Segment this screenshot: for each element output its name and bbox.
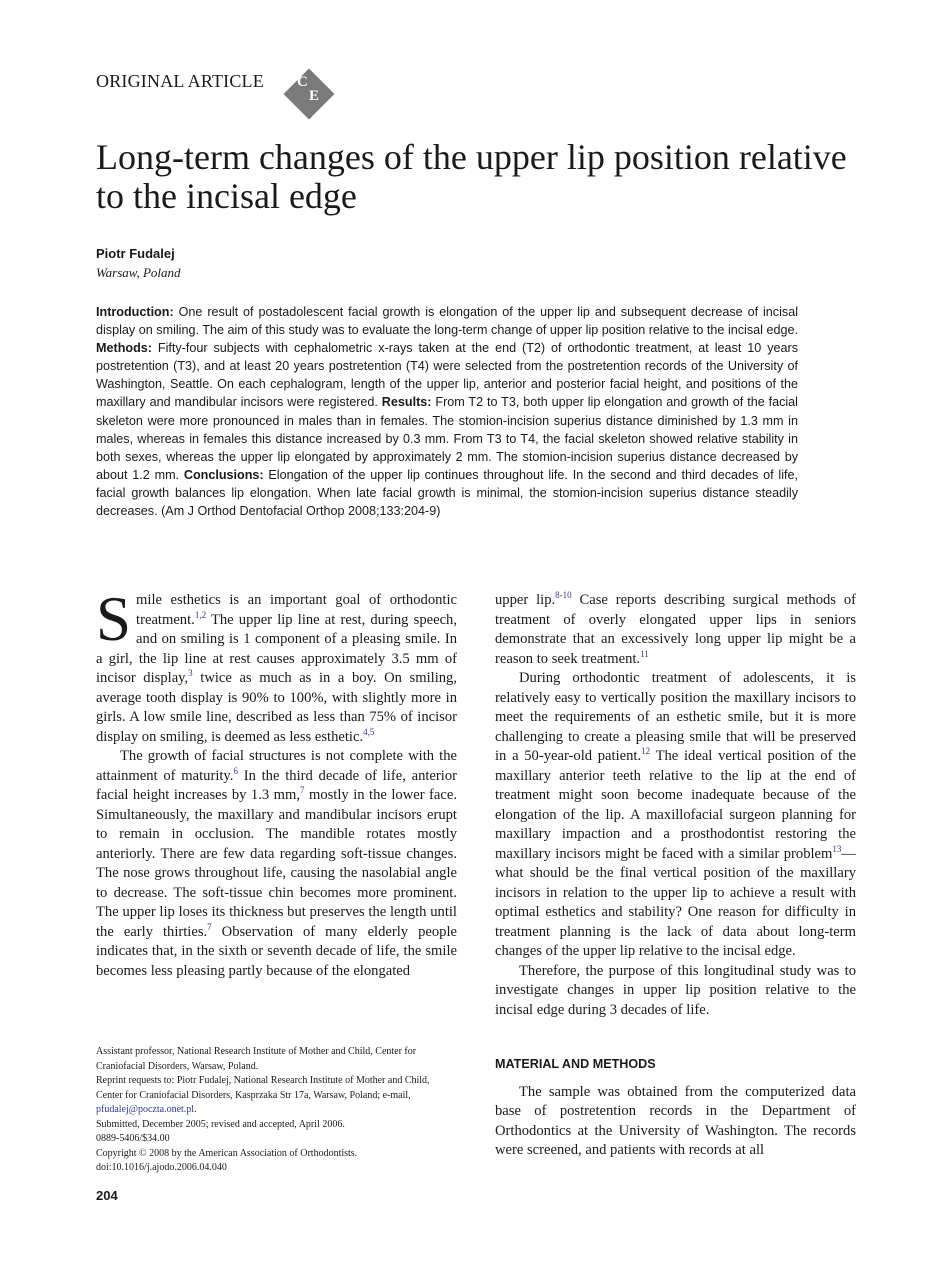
footnote-reprint-end: .: [194, 1104, 197, 1115]
author-name: Piotr Fudalej: [96, 246, 175, 261]
paragraph-intro-3: [495, 669, 856, 962]
abstract-conclusions-label: Conclusions:: [183, 467, 264, 482]
paragraph-text: The upper lip line at rest, during speech, and on smiling is 1 component of a pleasing smile. In a girl, the lip line at rest causes approximately 3.5 mm of incisor display,: [96, 611, 457, 686]
footnotes: [96, 1045, 458, 1176]
paragraph-intro-1: [96, 584, 457, 747]
body-column-right: [495, 591, 856, 1161]
footnote-reprint: [96, 1074, 458, 1118]
abstract-results-label: Results:: [381, 395, 432, 410]
citation-ref[interactable]: 13: [832, 843, 842, 854]
paragraph-text: The ideal vertical position of the maxillary anterior teeth relative to the lip at the end of treatment might soon become inadequate because of the elongation of the lip. A maxillofacial surgeon planning for maxillary impaction and a prosthodontist restoring the maxillary incisors might be faced with a similar problem: [495, 748, 856, 862]
badge-letter-e: E: [309, 88, 320, 104]
footnote-copyright: Copyright © 2008 by the American Association of Orthodontists.: [96, 1147, 358, 1159]
paragraph-intro-2: [96, 747, 457, 981]
citation-ref[interactable]: 4,5: [363, 726, 375, 737]
abstract-methods-label: Methods:: [96, 341, 152, 356]
footnote-submitted: Submitted, December 2005; revised and accepted, April 2006.: [96, 1118, 345, 1130]
paragraph-text: mostly in the lower face. Simultaneously, the maxillary and mandibular incisors erupt to remain in occlusion. The mandible rotates mostly anteriorly. There are few data regarding soft-tissue changes. The nose grows throughout life, causing the nasolabial angle to decrease. The soft-tissue chin becomes more prominent. The upper lip loses its thickness but preserves the length until the early thirties.: [96, 787, 457, 940]
paragraph-text: In the third decade of life, anterior facial height increases by 1.3 mm,: [96, 767, 457, 803]
paragraph-text: During orthodontic treatment of adolescents, it is relatively easy to vertically position the maxillary incisors to meet the requirements of an esthetic smile, but it is more challenging to create a pleasing smile that will be preserved in a 50-year-old patient.: [495, 670, 856, 764]
abstract-introduction-text: One result of postadolescent facial growth is elongation of the upper lip and subsequent decrease of incisal display on smiling. The aim of this study was to evaluate the long-term change of upper lip position relative to the incisal edge.: [96, 305, 798, 338]
footnote-issn: 0889-5406/$34.00: [96, 1133, 170, 1144]
footnote-doi: doi:10.1016/j.ajodo.2006.04.040: [96, 1162, 227, 1173]
abstract-results-text: From T2 to T3, both upper lip elongation and growth of the facial skeleton were more pronounced in males than in females. The stomion-incision superius distance diminished by 1.3 mm in males, whereas in females this distance increased by 0.3 mm. From T3 to T4, the facial skeleton showed relative stability in both sexes, whereas the upper lip elongated by approximately 2 mm. The stomion-incision superius distance decreased by about 1.2 mm.: [96, 395, 798, 482]
footnote-position: Assistant professor, National Research Institute of Mother and Child, Center for Craniofacial Disorders, Warsaw, Poland.: [96, 1046, 417, 1072]
paragraph-purpose: Therefore, the purpose of this longitudinal study was to investigate changes in upper lip position relative to the incisal edge during 3 decades of life.: [495, 962, 856, 1018]
paragraph-methods-1: The sample was obtained from the computerized data base of postretention records in the Department of Orthodontics at the University of Washington. The records were screened, and patients with records at all: [495, 1083, 856, 1158]
article-title: Long-term changes of the upper lip position relative to the incisal edge: [96, 137, 847, 216]
paragraph-text: twice as much as in a boy. On smiling, average tooth display is 90% to 100%, with slightly more in girls. A low smile line, described as less than 75% of incisor display on smiling, is deemed as less esthetic.: [96, 670, 457, 745]
citation-ref[interactable]: 8-10: [555, 590, 572, 600]
drop-cap: S: [96, 584, 132, 654]
citation-ref[interactable]: 11: [640, 648, 649, 659]
paragraph-intro-2-continued: [495, 591, 856, 669]
continuing-education-badge: [283, 68, 335, 120]
badge-letter-c: C: [297, 74, 308, 90]
body-column-left: [96, 584, 457, 981]
section-heading-methods: MATERIAL AND METHODS: [495, 1057, 656, 1071]
footnote-reprint-text: Reprint requests to: Piotr Fudalej, National Research Institute of Mother and Child, Center for Craniofacial Disorders, Kasprzaka Str 17a, Warsaw, Poland; e-mail,: [96, 1075, 430, 1101]
paragraph-text: —what should be the final vertical position of the maxillary incisors in relation to the upper lip to achieve a result with optimal esthetics and stability? One reason for difficulty in treatment planning is the lack of data about long-term changes of the upper lip relative to the incisal edge.: [495, 845, 856, 959]
citation-ref[interactable]: 12: [641, 746, 651, 756]
paragraph-text: The growth of facial structures is not complete with the attainment of maturity.: [96, 748, 457, 784]
citation-ref[interactable]: 1,2: [194, 609, 207, 620]
abstract-introduction-label: Introduction:: [96, 305, 174, 319]
paragraph-text: Observation of many elderly people indicates that, in the sixth or seventh decade of life, the smile becomes less pleasing partly because of the elongated: [96, 923, 457, 979]
paragraph-text: mile esthetics is an important goal of orthodontic treatment.: [136, 592, 457, 628]
page-number: 204: [96, 1188, 118, 1203]
author-affiliation: Warsaw, Poland: [96, 265, 181, 280]
section-label: ORIGINAL ARTICLE: [96, 71, 264, 91]
citation-ref[interactable]: 7: [207, 921, 212, 932]
citation-ref[interactable]: 7: [299, 785, 305, 795]
abstract-conclusions-text: Elongation of the upper lip continues throughout life. In the second and third decades of life, facial growth balances lip elongation. When late facial growth is minimal, the stomion-incision superius distance steadily decreases. (Am J Orthod Dentofacial Orthop 2008;133:204-9): [96, 467, 798, 519]
author-email-link[interactable]: pfudalej@poczta.onet.pl: [96, 1104, 195, 1115]
paragraph-text: upper lip.: [495, 592, 556, 608]
citation-ref[interactable]: 6: [233, 765, 238, 776]
citation-ref[interactable]: 3: [188, 668, 193, 678]
abstract: [96, 303, 798, 520]
paragraph-text: Case reports describing surgical methods of treatment of overly elongated upper lips in seniors demonstrate that an excessively long upper lip might be a reason to seek treatment.: [495, 592, 856, 667]
abstract-methods-text: Fifty-four subjects with cephalometric x-rays taken at the end (T2) of orthodontic treatment, at least 10 years postretention (T3), and at least 20 years postretention (T4) were selected from the postretention records of the University of Washington, Seattle. On each cephalogram, length of the upper lip, anterior and posterior facial height, and positions of the maxillary and mandibular incisors were registered.: [96, 341, 798, 410]
